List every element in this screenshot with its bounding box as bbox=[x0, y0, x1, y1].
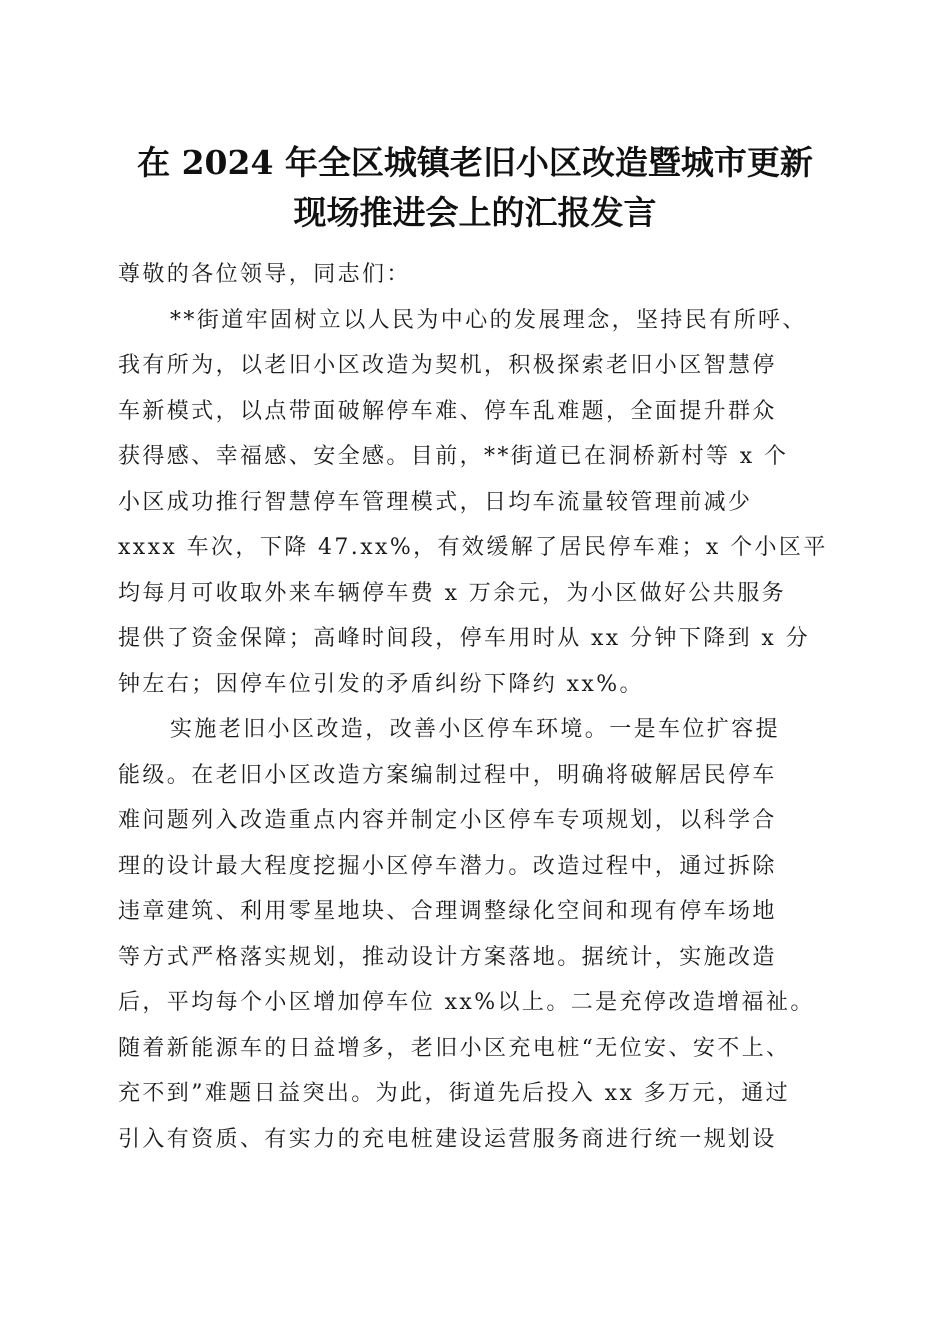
paragraph-line: 能级。在老旧小区改造方案编制过程中，明确将破解居民停车 bbox=[118, 762, 777, 788]
paragraph-line: 难问题列入改造重点内容并制定小区停车专项规划，以科学合 bbox=[118, 808, 777, 833]
paragraph-line: 后，平均每个小区增加停车位 xx%以上。二是充停改造增福祉。 bbox=[118, 990, 815, 1015]
paragraph-1 bbox=[118, 298, 858, 708]
title-line-2: 现场推进会上的汇报发言 bbox=[293, 193, 657, 232]
title-line-1: 在 2024 年全区城镇老旧小区改造暨城市更新 bbox=[137, 143, 813, 182]
paragraph-line: 随着新能源车的日益增多，老旧小区充电桩“无位安、安不上、 bbox=[118, 1035, 791, 1061]
paragraph-line: 均每月可收取外来车辆停车费 x 万余元，为小区做好公共服务 bbox=[118, 580, 786, 606]
paragraph-line: xxxx 车次，下降 47.xx%，有效缓解了居民停车难；x 个小区平 bbox=[118, 535, 828, 560]
paragraph-line: 理的设计最大程度挖掘小区停车潜力。改造过程中，通过拆除 bbox=[118, 853, 777, 879]
paragraph-line: 实施老旧小区改造，改善小区停车环境。一是车位扩容提 bbox=[170, 717, 781, 742]
document-body bbox=[118, 252, 858, 1162]
paragraph-line: 小区成功推行智慧停车管理模式，日均车流量较管理前减少 bbox=[118, 489, 753, 515]
paragraph-2 bbox=[118, 707, 858, 1162]
paragraph-line: 获得感、幸福感、安全感。目前，**街道已在洞桥新村等 x 个 bbox=[118, 444, 789, 469]
salutation: 尊敬的各位领导，同志们： bbox=[118, 262, 411, 287]
paragraph-line: 充不到”难题日益突出。为此，街道先后投入 xx 多万元，通过 bbox=[118, 1081, 791, 1106]
paragraph-line: 等方式严格落实规划，推动设计方案落地。据统计，实施改造 bbox=[118, 944, 777, 970]
paragraph-line: 我有所为，以老旧小区改造为契机，积极探索老旧小区智慧停 bbox=[118, 353, 777, 378]
paragraph-line: 提供了资金保障；高峰时间段，停车用时从 xx 分钟下降到 x 分 bbox=[118, 626, 810, 651]
paragraph-line: 车新模式，以点带面破解停车难、停车乱难题，全面提升群众 bbox=[118, 398, 777, 424]
paragraph-line: **街道牢固树立以人民为中心的发展理念，坚持民有所呼、 bbox=[170, 307, 807, 333]
document-title bbox=[60, 138, 890, 238]
paragraph-line: 引入有资质、有实力的充电桩建设运营服务商进行统一规划设 bbox=[118, 1126, 777, 1152]
paragraph-line: 违章建筑、利用零星地块、合理调整绿化空间和现有停车场地 bbox=[118, 899, 777, 924]
paragraph-line: 钟左右；因停车位引发的矛盾纠纷下降约 xx%。 bbox=[118, 671, 644, 697]
